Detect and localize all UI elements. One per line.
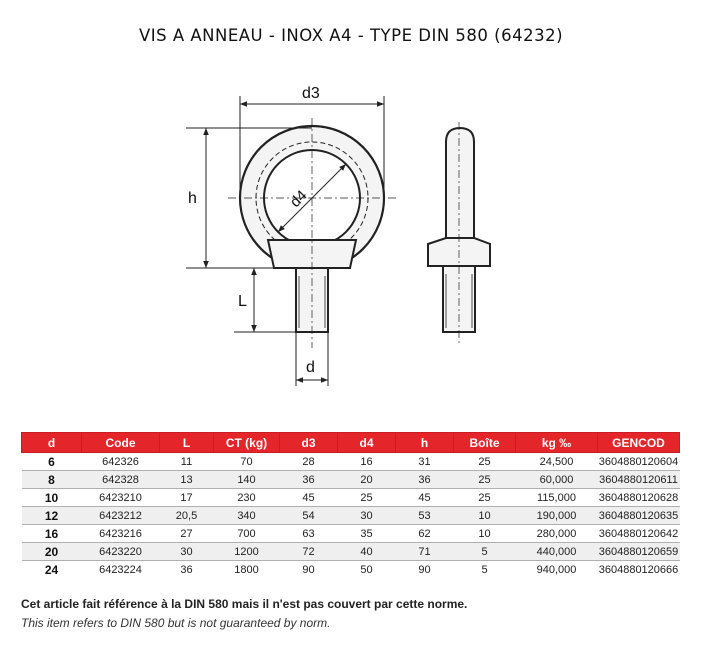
cell-l: 13 — [160, 471, 214, 489]
cell-d4: 20 — [338, 471, 396, 489]
cell-l: 17 — [160, 489, 214, 507]
cell-ct: 70 — [214, 453, 280, 471]
cell-ct: 140 — [214, 471, 280, 489]
cell-kg: 115,000 — [516, 489, 598, 507]
label-d4: d4 — [286, 187, 311, 211]
cell-code: 6423224 — [99, 563, 142, 576]
cell-ct: 1800 — [234, 563, 259, 576]
cell-gencod: 3604880120635 — [598, 507, 680, 525]
label-d3: d3 — [302, 85, 320, 102]
label-L: L — [238, 293, 247, 310]
cell-kg: 440,000 — [516, 543, 598, 561]
side-view — [428, 122, 490, 346]
cell-boite: 25 — [454, 489, 516, 507]
cell-l: 27 — [160, 525, 214, 543]
cell-h: 62 — [396, 525, 454, 543]
cell-d: 16 — [22, 525, 82, 543]
cell-d4: 35 — [338, 525, 396, 543]
cell-code: 642328 — [82, 471, 160, 489]
cell-kg: 280,000 — [516, 525, 598, 543]
cell-ct: 340 — [214, 507, 280, 525]
label-d: d — [306, 359, 315, 376]
cell-d3: 54 — [280, 507, 338, 525]
cell-gencod: 3604880120666 — [598, 563, 679, 576]
header-ct: CT (kg) — [214, 433, 280, 453]
cell-boite: 25 — [454, 453, 516, 471]
cell-d4: 50 — [360, 563, 373, 576]
cell-kg: 60,000 — [516, 471, 598, 489]
cell-gencod: 3604880120611 — [598, 471, 680, 489]
cell-d: 6 — [22, 453, 82, 471]
cell-h: 31 — [396, 453, 454, 471]
cell-d3: 36 — [280, 471, 338, 489]
table-row — [22, 489, 680, 507]
cell-ct: 700 — [214, 525, 280, 543]
cell-code: 6423212 — [82, 507, 160, 525]
cell-d3: 72 — [280, 543, 338, 561]
cell-h: 36 — [396, 471, 454, 489]
table-row — [22, 561, 680, 579]
cell-d: 24 — [44, 562, 59, 577]
header-h: h — [396, 433, 454, 453]
cell-gencod: 3604880120659 — [598, 543, 680, 561]
label-h: h — [188, 190, 197, 207]
cell-gencod: 3604880120628 — [598, 489, 680, 507]
cell-d4: 30 — [338, 507, 396, 525]
header-d3: d3 — [280, 433, 338, 453]
cell-boite: 5 — [454, 543, 516, 561]
cell-ct: 1200 — [214, 543, 280, 561]
cell-d4: 16 — [338, 453, 396, 471]
cell-kg: 190,000 — [516, 507, 598, 525]
table-row — [22, 525, 680, 543]
page-title: VIS A ANNEAU - INOX A4 - TYPE DIN 580 (64232) — [138, 26, 564, 45]
cell-d3: 63 — [280, 525, 338, 543]
cell-code: 642326 — [82, 453, 160, 471]
header-kg-permil: kg ‰ — [516, 433, 598, 453]
cell-d3: 45 — [280, 489, 338, 507]
header-l: L — [160, 433, 214, 453]
table-row — [22, 453, 680, 471]
cell-h: 90 — [418, 563, 431, 576]
cell-l: 30 — [160, 543, 214, 561]
cell-boite: 10 — [454, 507, 516, 525]
header-gencod: GENCOD — [598, 433, 680, 453]
note-english: This item refers to DIN 580 but is not guaranteed by norm. — [21, 616, 331, 630]
cell-boite: 25 — [454, 471, 516, 489]
table-header-row — [22, 433, 680, 453]
cell-boite: 10 — [454, 525, 516, 543]
side-ring — [446, 128, 474, 238]
cell-code: 6423216 — [82, 525, 160, 543]
cell-d3: 28 — [280, 453, 338, 471]
header-d: d — [22, 433, 82, 453]
header-boite: Boîte — [454, 433, 516, 453]
cell-gencod: 3604880120604 — [598, 453, 680, 471]
cell-d: 12 — [22, 507, 82, 525]
cell-l: 11 — [160, 453, 214, 471]
cell-kg: 940,000 — [536, 563, 577, 576]
table-row — [22, 543, 680, 561]
cell-d: 10 — [22, 489, 82, 507]
cell-kg: 24,500 — [516, 453, 598, 471]
cell-code: 6423210 — [82, 489, 160, 507]
cell-d4: 25 — [338, 489, 396, 507]
cell-d4: 40 — [338, 543, 396, 561]
spec-table — [21, 432, 680, 578]
cell-d: 20 — [22, 543, 82, 561]
header-code: Code — [82, 433, 160, 453]
table-row — [22, 471, 680, 489]
cell-ct: 230 — [214, 489, 280, 507]
cell-boite: 5 — [481, 563, 488, 576]
cell-l: 36 — [180, 563, 193, 576]
cell-d3: 90 — [302, 563, 315, 576]
header-d4: d4 — [338, 433, 396, 453]
cell-h: 53 — [396, 507, 454, 525]
cell-l: 20,5 — [160, 507, 214, 525]
table-row — [22, 507, 680, 525]
front-view — [228, 118, 396, 348]
cell-h: 45 — [396, 489, 454, 507]
cell-h: 71 — [396, 543, 454, 561]
cell-d: 8 — [22, 471, 82, 489]
cell-code: 6423220 — [82, 543, 160, 561]
cell-gencod: 3604880120642 — [598, 525, 680, 543]
note-french: Cet article fait référence à la DIN 580 mais il n'est pas couvert par cette norme. — [21, 597, 468, 611]
